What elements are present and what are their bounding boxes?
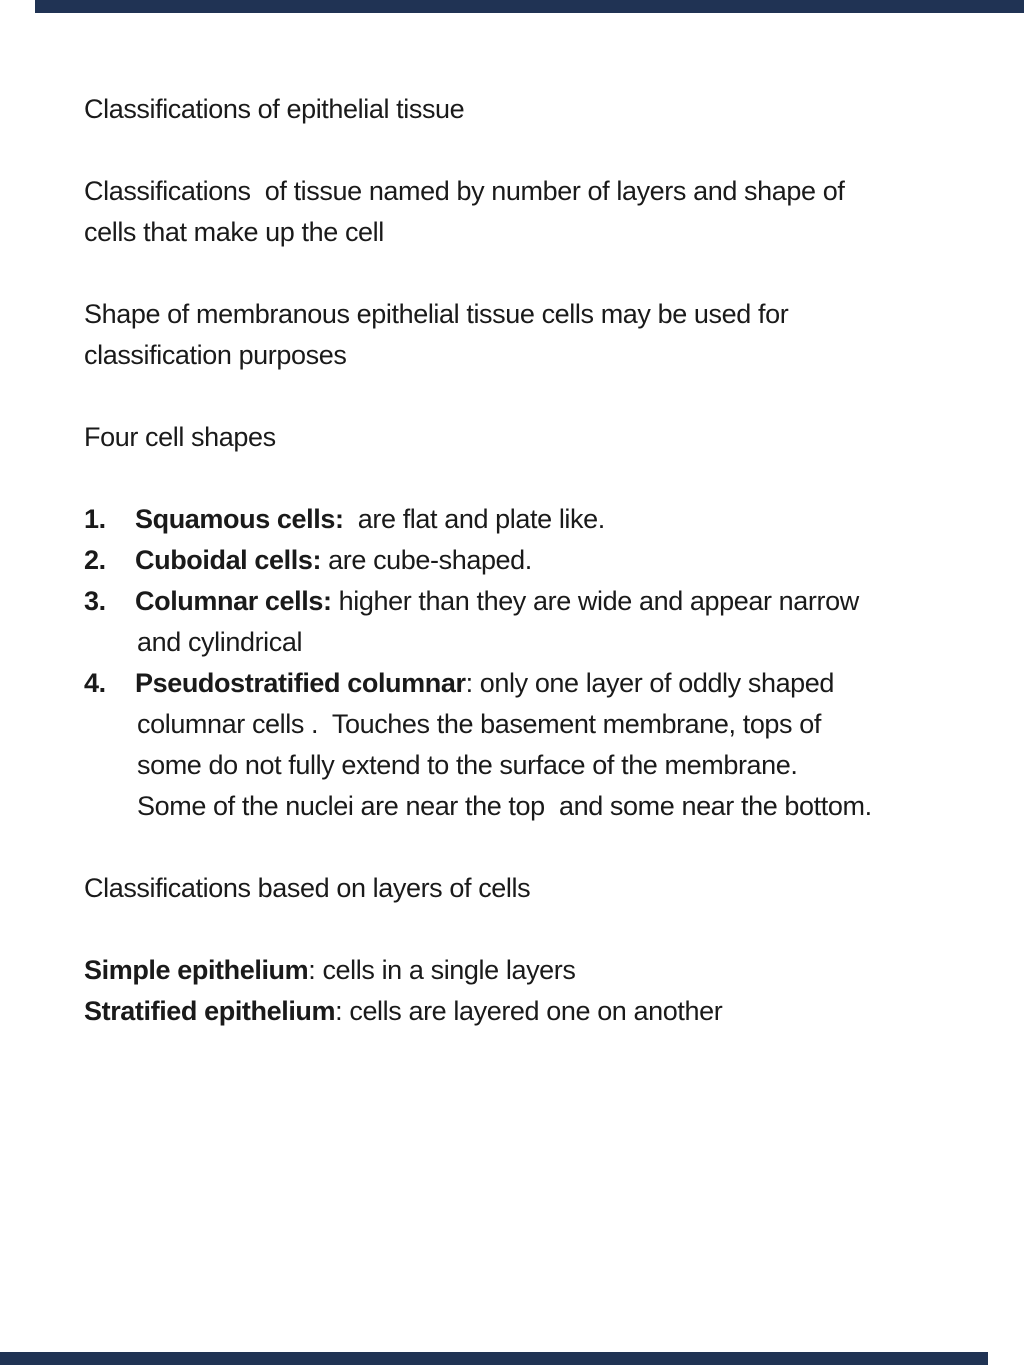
paragraph-naming-line-2: cells that make up the cell	[84, 217, 384, 247]
list-number: 2.	[84, 545, 106, 575]
spacer-line	[84, 458, 1024, 499]
paragraph-shape-line-1: Shape of membranous epithelial tissue cells may be used for	[84, 299, 789, 329]
list-item-columnar-continuation: and cylindrical	[137, 627, 303, 657]
definition-term: Stratified epithelium	[84, 996, 336, 1026]
list-text: are flat and plate like.	[343, 504, 605, 534]
list-item-pseudostratified-continuation: Some of the nuclei are near the top and some near the bottom.	[137, 791, 872, 821]
list-item-columnar	[84, 581, 1024, 622]
spacer-line	[84, 909, 1024, 950]
paragraph-naming-line-1: Classifications of tissue named by number of layers and shape of	[84, 176, 845, 206]
spacer-line	[84, 827, 1024, 868]
paragraph-shape-line-2: classification purposes	[84, 340, 347, 370]
top-edge-bar	[35, 0, 1024, 13]
list-text: : only one layer of oddly shaped	[465, 668, 835, 698]
list-text: are cube-shaped.	[321, 545, 532, 575]
list-number: 4.	[84, 668, 106, 698]
spacer-line	[84, 253, 1024, 294]
heading-four-cell-shapes: Four cell shapes	[84, 422, 276, 452]
list-term: Cuboidal cells:	[135, 545, 322, 575]
bottom-edge-bar	[0, 1352, 988, 1365]
definition-text: : cells in a single layers	[308, 955, 576, 985]
slide-content	[84, 89, 1024, 1032]
list-item-cuboidal	[84, 540, 1024, 581]
list-text: higher than they are wide and appear narrow	[331, 586, 859, 616]
list-term: Columnar cells:	[135, 586, 332, 616]
list-number: 3.	[84, 586, 106, 616]
definition-text: : cells are layered one on another	[335, 996, 723, 1026]
spacer-line	[84, 376, 1024, 417]
slide-title: Classifications of epithelial tissue	[84, 94, 465, 124]
list-number: 1.	[84, 504, 106, 534]
definition-simple-epithelium	[84, 950, 1024, 991]
definition-term: Simple epithelium	[84, 955, 309, 985]
heading-classifications-layers: Classifications based on layers of cells	[84, 873, 531, 903]
spacer-line	[84, 130, 1024, 171]
list-item-pseudostratified-continuation: columnar cells . Touches the basement membrane, tops of	[137, 709, 821, 739]
list-term: Pseudostratified columnar	[135, 668, 466, 698]
list-item-pseudostratified-continuation: some do not fully extend to the surface of the membrane.	[137, 750, 798, 780]
list-item-pseudostratified	[84, 663, 1024, 704]
definition-stratified-epithelium	[84, 991, 1024, 1032]
list-term: Squamous cells:	[135, 504, 344, 534]
list-item-squamous	[84, 499, 1024, 540]
